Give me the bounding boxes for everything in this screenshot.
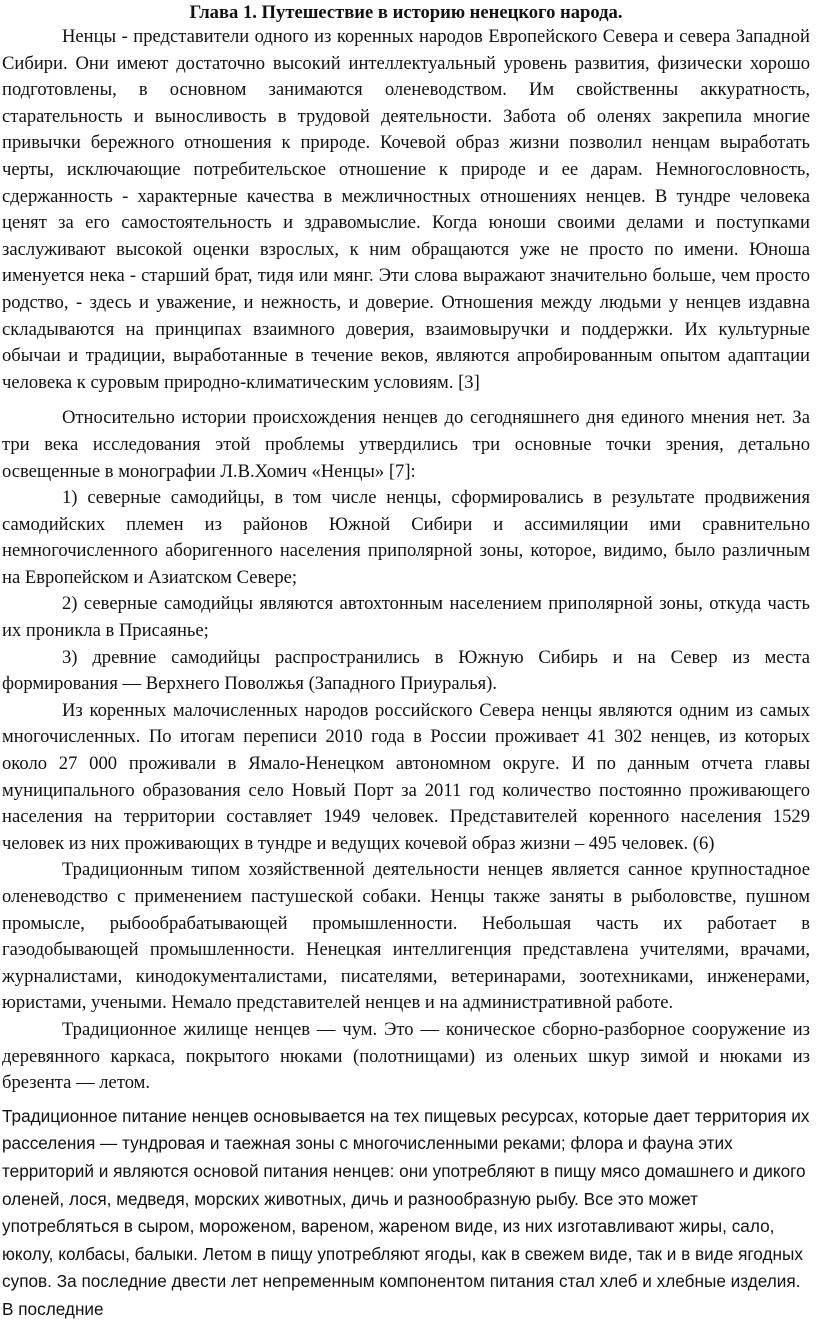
paragraph-origin-view-3: 3) древние самодийцы распространились в Южную Сибирь и на Север из места формирования — Верхнего Поволжья (Западного Приуралья). (2, 646, 810, 695)
paragraph-food: Традиционное питание ненцев основывается на тех пищевых ресурсах, которые дает территория их расселения — тундровая и таежная зоны с многочисленными реками; флора и фауна этих территорий и являются основой питания ненцев: они употребляют в пищу мясо домашнего и дикого оленей, лося, медведя, морских животных, дичь и разнообразную рыбу. Все это может употребляться в сыром, мороженом, вареном, жареном виде, из них изготавливают жиры, сало, юколу, колбасы, балыки. Летом в пищу употребляют ягоды, как в свежем виде, так и в виде ягодных супов. За последние двести лет непременным компонентом питания стал хлеб и хлебные изделия. В последние (2, 1105, 810, 1319)
paragraph-population: Из коренных малочисленных народов российского Севера ненцы являются одним из самых многочисленных. По итогам переписи 2010 года в России проживает 41 302 ненцев, из которых около 27 000 проживали в Ямало-Ненецком автономном округе. И по данным отчета главы муниципального образования село Новый Порт за 2011 год количество постоянно проживающего населения на территории составляет 1949 человек. Представителей коренного населения 1529 человек из них проживающих в тундре и ведущих кочевой образ жизни – 495 человек. (6) (2, 699, 810, 854)
paragraph-origin-view-2: 2) северные самодийцы являются автохтонным населением приполярной зоны, откуда часть их проникла в Присаянье; (2, 593, 810, 642)
paragraph-nenets-character: Ненцы - представители одного из коренных народов Европейского Севера и севера Западной Сибири. Они имеют достаточно высокий интеллектуальный уровень развития, физически хорошо подготовлены, в основном занимаются оленеводством. Им свойственны аккуратность, старательность и выносливость в трудовой деятельности. Забота об оленях закрепила многие привычки бережного отношения к природе. Кочевой образ жизни позволил ненцам выработать черты, исключающие потребительское отношение к природе и ее дарам. Немногословность, сдержанность - характерные качества в межличностных отношениях ненцев. В тундре человека ценят за его самостоятельность и здравомыслие. Когда юноши своими делами и поступками заслуживают высокой оценки взрослых, к ним обращаются уже не просто по имени. Юноша именуется нека - старший брат, тидя или мянг. Эти слова выражают значительно больше, чем просто родство, - здесь и уважение, и нежность, и доверие. Отношения между людьми у ненцев издавна складываются на принципах взаимного доверия, взаимовыручки и поддержки. Их культурные обычаи и традиции, выработанные в течение веков, являются апробированным опытом адаптации человека к суровым природно-климатическим условиям. [3] (2, 26, 810, 393)
paragraph-origin-view-1: 1) северные самодийцы, в том числе ненцы, сформировались в результате продвижения самодийских племен из районов Южной Сибири и ассимиляции ими сравнительно немногочисленного аборигенного населения приполярной зоны, которое, видимо, было различным на Европейском и Азиатском Севере; (2, 487, 810, 588)
paragraph-dwelling: Традиционное жилище ненцев — чум. Это — коническое сборно-разборное сооружение из деревянного каркаса, покрытого нюками (полотнищами) из оленьих шкур зимой и нюками из брезента — летом. (2, 1018, 810, 1094)
paragraph-economy: Традиционным типом хозяйственной деятельности ненцев является санное крупностадное оленеводство с применением пастушеской собаки. Ненцы также заняты в рыболовстве, пушном промысле, рыбообрабатывающей промышленности. Небольшая часть их работает в гаэодобывающей промышленности. Ненецкая интеллигенция представлена учителями, врачами, журналистами, кинодокументалистами, писателями, ветеринарами, зоотехниками, инженерами, юристами, учеными. Немало представителей ненцев и на административной работе. (2, 859, 810, 1014)
chapter-title: Глава 1. Путешествие в историю ненецкого народа. (189, 2, 623, 23)
paragraph-origin-intro: Относительно истории происхождения ненцев до сегодняшнего дня единого мнения нет. За три века исследования этой проблемы утвердились три основные точки зрения, детально освещенные в монографии Л.В.Хомич «Ненцы» [7]: (2, 407, 810, 482)
